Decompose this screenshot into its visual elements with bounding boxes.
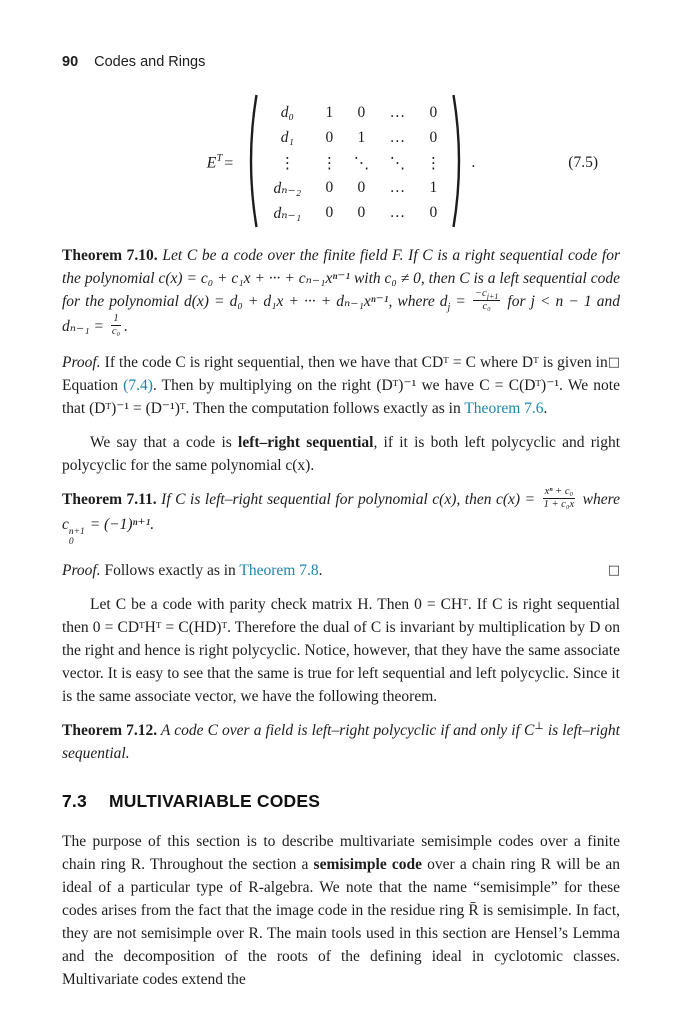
paragraph-dual-code: Let C be a code with parity check matrix H. Then 0 = CHᵀ. If C is right sequential then 0 = CDᵀHᵀ = C(HD)ᵀ. Therefore the dual of C is invariant by multiplication by D on the right and hence is right polycyclic. Notice, however, that they have the same associate vector. It is easy to see that the same is true for left sequential and left polycyclic. Since it is the same associate vector, we have the following theorem. [62,596,620,706]
matrix-cell: 1 [325,104,334,121]
theorem-7-11-label: Theorem 7.11. [62,491,157,509]
section-title: MULTIVARIABLE CODES [108,791,321,812]
matrix-cell: dₙ₋₂ [273,179,302,197]
equation-period: . [471,154,476,171]
link-theorem-7-8[interactable]: Theorem 7.8 [239,562,319,580]
fraction-dn1: $\frac{1}{\text{c₀}}$ [111,313,121,338]
matrix-cell: ⋮ [425,154,442,172]
matrix-cell: d₀ [280,104,294,121]
matrix-cell: … [389,104,406,121]
matrix-cell: 0 [357,179,366,196]
fraction-dj: $\frac{-c_{j+1}}{\text{c₀}}$ [474,288,499,313]
proof-7-10: □ Proof. If the code C is right sequential, then we have that CDᵀ = C where Dᵀ is given in Equation (7.4). Then by multiplying on the right (Dᵀ)⁻¹ we have C = C(Dᵀ)⁻¹. We note that (Dᵀ)⁻¹ = (D⁻¹)ᵀ. Then the computation follows exactly as in Theorem 7.6. [62,351,620,420]
matrix-cell: … [389,129,406,146]
matrix-cell: … [389,179,406,196]
matrix-cell: 0 [357,104,366,121]
link-equation-7-4[interactable]: (7.4) [123,377,153,395]
paragraph-section-purpose: The purpose of this section is to describe multivariate semisimple codes over a finite chain ring R. Throughout the section a semisimple code over a chain ring R will be an ideal of a particular type of R-algebra. We note that the name “semisimple” for these codes arises from the fact that the image code in the residue ring R̄ is semisimple. In fact, they are not semisimple over R. The main tools used in this section are Hensel’s Lemma and the decomposition of the roots of the defining ideal in cyclotomic classes. Multivariate codes extend the [62,833,620,989]
equation-number: (7.5) [568,154,598,171]
matrix-cell: 1 [429,179,438,196]
section-heading-7-3 [62,791,620,812]
theorem-7-12-body: A code C over a field is left–right polycyclic if and only if C⊥ is left–right sequential. [62,721,620,763]
theorem-7-11-body: If C is left–right sequential for polynomial c(x), then c(x) = $\frac{\text{xⁿ + c₀}}{\text{1 + c₀x}}$ where c n+1 0 = (−1)ⁿ⁺¹. [62,486,620,548]
right-paren-icon [451,92,467,235]
theorem-7-11 [62,488,620,548]
link-theorem-7-6[interactable]: Theorem 7.6 [464,400,544,418]
proof-7-11: □ Proof. Follows exactly as in Theorem 7.8. [62,559,620,582]
proof-label: Proof. [62,562,101,580]
bold-semisimple-code: semisimple code [313,856,423,874]
bold-left-right-sequential: left–right sequential [238,434,374,452]
theorem-7-10 [62,244,620,340]
qed-square-icon: □ [607,563,620,579]
c0-subsup: n+1 0 [68,527,85,548]
fraction-cx: $\frac{\text{xⁿ + c₀}}{\text{1 + c₀x}}$ [543,486,575,511]
section-number: 7.3 [62,791,87,812]
matrix-cell: ⋮ [321,154,338,172]
matrix-cell: 0 [325,204,334,221]
left-paren-icon [243,92,259,235]
matrix-cell: 0 [429,104,438,121]
proof-label: Proof. [62,354,101,372]
theorem-7-12-label: Theorem 7.12. [62,722,158,740]
running-head-title: Codes and Rings [94,54,206,70]
theorem-7-10-body: Let C be a code over the finite field F. If C is a right sequential code for the polynomial c(x) = c₀ + c₁x + ··· + cₙ₋₁xⁿ⁻¹ with c₀ ≠ 0, then C is a left sequential code for the polynomial d(x) = d₀ + d₁x + ··· + dₙ₋₁xⁿ⁻¹, where $d_j$ = $\frac{-c_{j+1}}{\text{c₀}}$ for j < n − 1 and dₙ₋₁ = $\frac{1}{\text{c₀}}$ . [62,247,621,338]
matrix-cell: d₁ [280,129,294,146]
matrix-cell: 1 [357,129,366,146]
matrix-cell: ⋱ [353,154,370,172]
matrix-cell: ⋱ [389,154,406,172]
equation-group [207,92,476,235]
matrix-cell: 0 [357,204,366,221]
matrix-cell: dₙ₋₁ [273,204,302,222]
matrix-cell: 0 [325,179,334,196]
equation-7-5 [62,92,620,234]
paragraph-left-right-sequential: We say that a code is left–right sequential, if it is both left polycyclic and right polycyclic for the same polynomial c(x). [62,434,621,475]
matrix-cell: … [389,204,406,221]
matrix-cell: 0 [325,129,334,146]
running-head [62,54,620,70]
matrix-cell: ⋮ [279,154,296,172]
equation-lhs: $E^T$ = [206,153,234,172]
matrix [261,101,449,226]
theorem-7-12 [62,719,620,765]
matrix-cell: 0 [429,129,438,146]
theorem-7-10-label: Theorem 7.10. [62,247,158,264]
qed-square-icon: □ [607,355,620,371]
matrix-cell: 0 [429,204,438,221]
page-number: 90 [62,54,79,70]
